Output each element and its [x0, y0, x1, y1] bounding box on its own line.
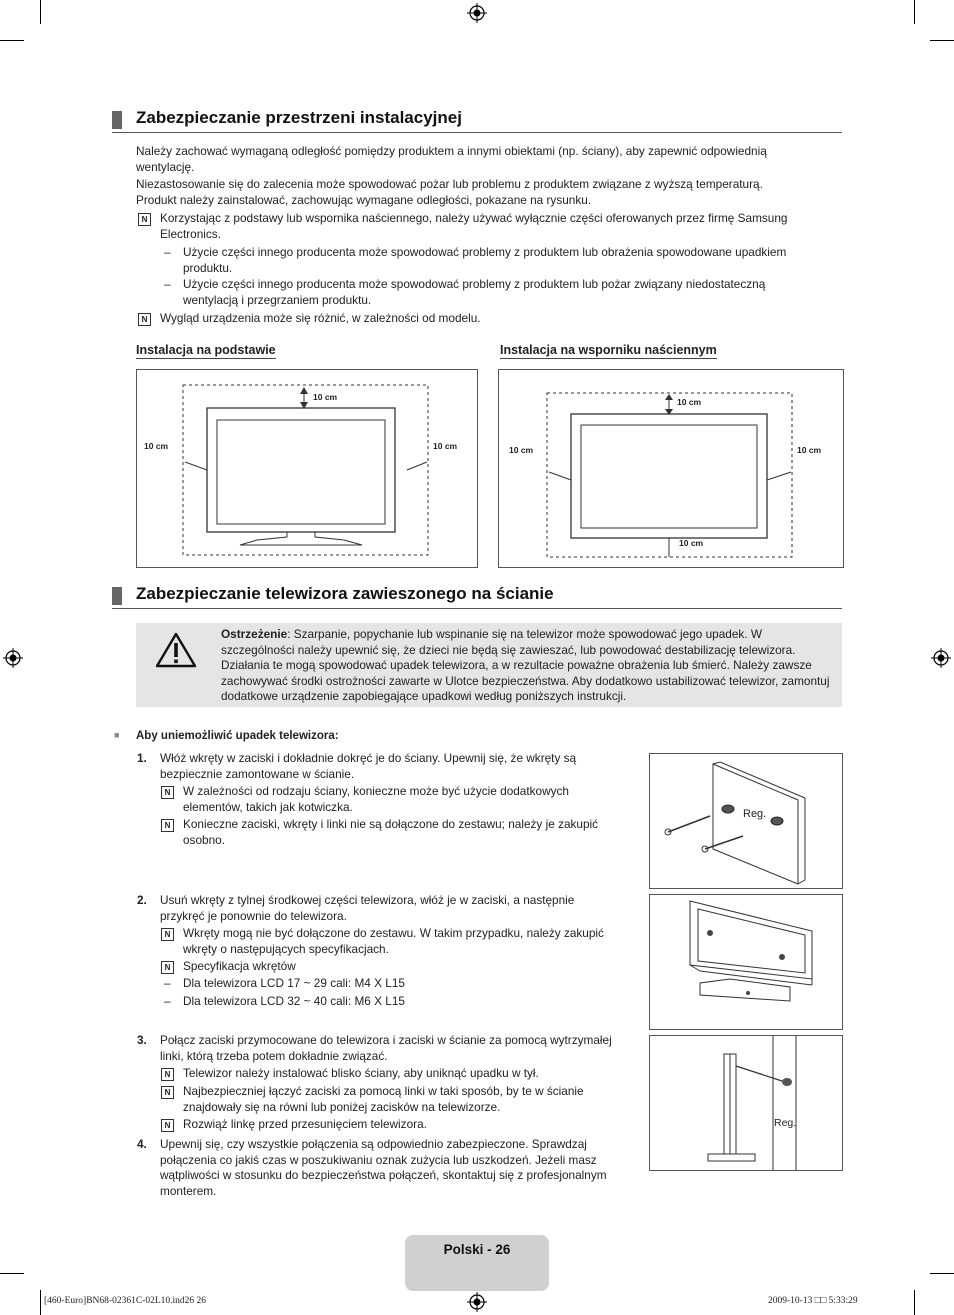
note-text: Telewizor należy instalować blisko ściany, aby uniknąć upadku w tył. [183, 1066, 539, 1080]
crop-mark [914, 0, 915, 24]
note-text: Wygląd urządzenia może się różnić, w zależności od modelu. [160, 311, 481, 325]
crop-mark [40, 0, 41, 24]
warning-label: Ostrzeżenie [221, 627, 288, 641]
clearance-label: 10 cm [797, 445, 822, 455]
note-text: Wkręty mogą nie być dołączone do zestawu. W takim przypadku, należy zakupić wkręty o następujących specyfikacjach. [183, 926, 604, 956]
section-title: Zabezpieczanie przestrzeni instalacyjnej [136, 108, 462, 127]
note-icon: N [161, 1068, 174, 1081]
clearance-label: 10 cm [144, 441, 169, 451]
dash-bullet: – [164, 245, 171, 259]
dash-bullet: – [164, 976, 171, 990]
note-icon: N [161, 786, 174, 799]
section-heading [112, 584, 842, 609]
dash-text: Użycie części innego producenta może spowodować problemy z produktem lub obrażenia spowodowane upadkiem produktu. [183, 245, 787, 275]
clearance-label: 10 cm [509, 445, 534, 455]
dash-bullet: – [164, 277, 171, 291]
warning-box [136, 623, 842, 707]
section-title: Zabezpieczanie telewizora zawieszonego na ścianie [136, 584, 554, 603]
tv-wall-illustration [499, 370, 843, 567]
note-text: Konieczne zaciski, wkręty i linki nie są dołączone do zestawu; należy je zakupić osobno. [183, 817, 599, 847]
wall-clamp-illustration [649, 753, 843, 889]
paragraph: Niezastosowanie się do zalecenia może spowodować pożar lub problemu z produktem związane z wyższą temperaturą. [136, 177, 763, 191]
tv-cable-illustration [649, 1035, 843, 1171]
warning-body: : Szarpanie, popychanie lub wspinanie się na telewizor może spowodować jego upadek. W szczególności należy upewnić się, że dzieci nie będą się zawieszać, lub powodować destabilizację telewizora. Działania te mogą spowodować upadek telewizora, a w rezultacie poważne obrażenia lub śmierć. Należy zawsze zachowywać środki ostrożności zawarte w Ulotce bezpieczeństwa. Aby dodatkowo ustabilizować telewizor, zamontuj dodatkowe urządzenie zapobiegające upadkowi według poniższych instrukcji. [221, 627, 830, 703]
crop-mark [0, 1273, 24, 1274]
paragraph: Należy zachować wymaganą odległość pomiędzy produktem a innymi obiektami (np. ściany), aby zapewnić odpowiednią wentylację. [136, 144, 767, 174]
clearance-label: 10 cm [433, 441, 458, 451]
wall-diagram-title: Instalacja na wsporniku naściennym [500, 343, 717, 357]
note-text: Specyfikacja wkrętów [183, 959, 296, 973]
note-text: Korzystając z podstawy lub wspornika naściennego, należy używać wyłącznie części oferowanych przez firmę Samsung Electronics. [160, 211, 788, 241]
crop-mark [930, 40, 954, 41]
heading-bar [112, 587, 122, 605]
note-text: Najbezpieczniej łączyć zaciski za pomocą linki w taki sposób, by te w ścianie znajdowały się na równi lub poniżej zacisków na telewizorze. [183, 1084, 584, 1114]
wall-clamp-drawing [650, 754, 842, 888]
dash-bullet: – [164, 994, 171, 1008]
clearance-label: 10 cm [313, 392, 338, 402]
registration-mark-icon [467, 1292, 487, 1312]
footer-date: 2009-10-13 □□ 5:33:29 [768, 1296, 858, 1306]
step-text: Usuń wkręty z tylnej środkowej części telewizora, włóż je w zaciski, a następnie przykręć je ponownie do telewizora. [160, 893, 575, 923]
reg-label: Reg. [743, 808, 767, 820]
step-text: Włóż wkręty w zaciski i dokładnie dokręć je do ściany. Upewnij się, że wkręty są bezpiecznie zamontowane w ścianie. [160, 751, 577, 781]
step-number: 2. [137, 893, 147, 907]
warning-triangle-icon [155, 631, 197, 669]
footer-filename: [460-Euro]BN68-02361C-02L10.ind26 26 [44, 1296, 207, 1306]
note-icon: N [161, 961, 174, 974]
square-bullet-icon: ■ [114, 730, 120, 740]
step-number: 4. [137, 1137, 147, 1151]
tv-clamp-illustration [649, 894, 843, 1030]
list-heading: Aby uniemożliwić upadek telewizora: [136, 730, 339, 742]
warning-text [221, 627, 835, 705]
step-number: 3. [137, 1033, 147, 1047]
tv-side-drawing [650, 1036, 842, 1170]
clearance-label: 10 cm [679, 538, 704, 548]
note-icon: N [161, 1086, 174, 1099]
section-heading [112, 108, 842, 133]
note-icon: N [161, 928, 174, 941]
dash-text: Użycie części innego producenta może spowodować problemy z produktem lub pożar związany niedostateczną wentylacją i przegrzaniem produktu. [183, 277, 766, 307]
stand-installation-diagram [136, 369, 478, 568]
crop-mark [930, 1273, 954, 1274]
note-icon: N [161, 1119, 174, 1132]
step-text: Połącz zaciski przymocowane do telewizora i zaciski w ścianie za pomocą wytrzymałej linki, którą trzeba potem dokładnie związać. [160, 1033, 612, 1063]
step-text: Upewnij się, czy wszystkie połączenia są odpowiednio zabezpieczone. Sprawdzaj połączenia co jakiś czas w poszukiwaniu oznak zużycia lub uszkodzeń. Jeżeli masz wątpliwości w stosunku do bezpieczeństwa połączeń, skontaktuj się z profesjonalnym monterem. [160, 1137, 607, 1198]
note-text: W zależności od rodzaju ściany, konieczne może być użycie dodatkowych elementów, takich jak kotwiczka. [183, 784, 569, 814]
clearance-label: 10 cm [677, 397, 702, 407]
registration-mark-icon [467, 3, 487, 23]
crop-mark [914, 1290, 915, 1315]
tv-stand-illustration [137, 370, 477, 567]
stand-diagram-title: Instalacja na podstawie [136, 343, 276, 357]
page-number: Polski - 26 [443, 1242, 511, 1257]
note-text: Rozwiąż linkę przed przesunięciem telewizora. [183, 1117, 427, 1131]
note-icon: N [138, 213, 151, 226]
dash-text: Dla telewizora LCD 17 ~ 29 cali: M4 X L15 [183, 976, 405, 990]
heading-bar [112, 111, 122, 129]
note-icon: N [138, 313, 151, 326]
dash-text: Dla telewizora LCD 32 ~ 40 cali: M6 X L15 [183, 994, 405, 1008]
reg-label: Reg. [774, 1117, 797, 1129]
tv-back-drawing [650, 895, 842, 1029]
page-number-tab [405, 1235, 549, 1291]
crop-mark [40, 1290, 41, 1315]
registration-mark-icon [931, 648, 951, 668]
paragraph: Produkt należy zainstalować, zachowując wymagane odległości, pokazane na rysunku. [136, 193, 592, 207]
step-number: 1. [137, 751, 147, 765]
wall-installation-diagram [498, 369, 844, 568]
registration-mark-icon [3, 648, 23, 668]
crop-mark [0, 40, 24, 41]
note-icon: N [161, 819, 174, 832]
